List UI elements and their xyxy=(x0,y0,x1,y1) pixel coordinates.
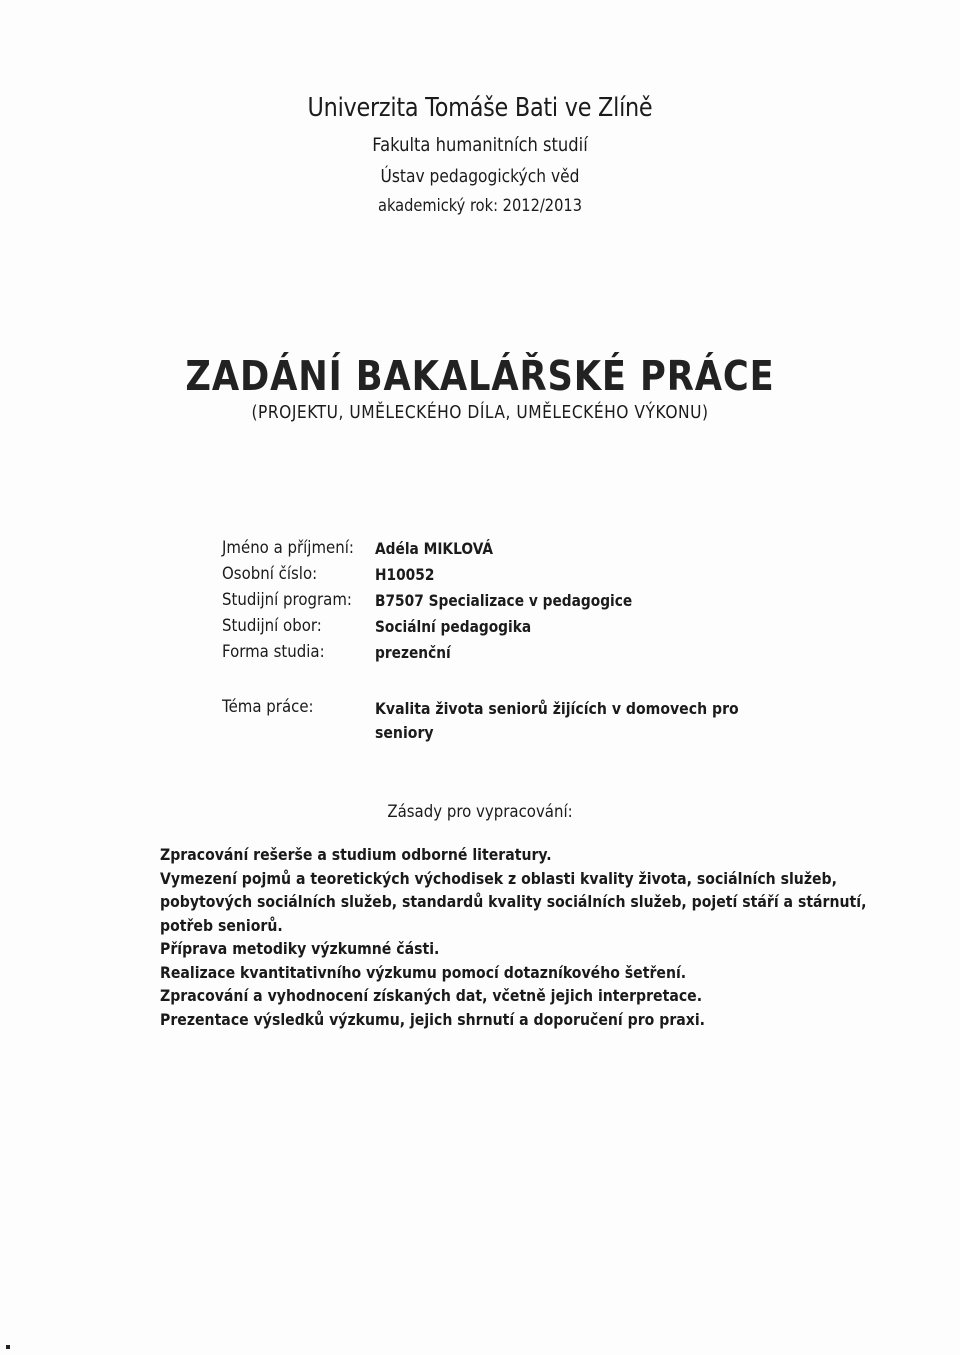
info-row-study-program xyxy=(222,587,674,613)
info-value: B7507 Specializace v pedagogice xyxy=(375,590,633,610)
info-row-study-field xyxy=(222,613,674,639)
document-title: ZADÁNÍ BAKALÁŘSKÉ PRÁCE xyxy=(185,352,775,400)
info-value: Adéla MIKLOVÁ xyxy=(375,538,494,558)
topic-label: Téma práce: xyxy=(222,697,314,717)
principle-item: Zpracování a vyhodnocení získaných dat, včetně jejich interpretace. xyxy=(160,986,703,1005)
university-name: Univerzita Tomáše Bati ve Zlíně xyxy=(307,93,653,123)
document-subtitle: (PROJEKTU, UMĚLECKÉHO DÍLA, UMĚLECKÉHO VÝKONU) xyxy=(251,402,709,423)
scan-speck xyxy=(6,1345,10,1349)
info-value: prezenční xyxy=(375,642,451,662)
info-label: Studijní obor: xyxy=(222,616,322,636)
faculty-name: Fakulta humanitních studií xyxy=(372,134,588,156)
topic-row xyxy=(222,697,795,745)
principle-item: Vymezení pojmů a teoretických východisek z oblasti kvality života, sociálních služeb, pobytových sociálních služeb, standardů kvality sociálních služeb, pojetí stáří a stárnutí, potřeb seniorů. xyxy=(160,868,867,935)
info-row-personal-number xyxy=(222,561,674,587)
academic-year: akademický rok: 2012/2013 xyxy=(377,196,583,216)
info-row-study-form xyxy=(222,639,674,665)
info-value: H10052 xyxy=(375,564,435,584)
principle-item: Zpracování rešerše a studium odborné literatury. xyxy=(160,845,552,864)
principle-item: Prezentace výsledků výzkumu, jejich shrnutí a doporučení pro praxi. xyxy=(160,1009,706,1029)
topic-value: Kvalita života seniorů žijících v domovech pro seniory xyxy=(375,699,739,742)
title-block xyxy=(0,352,960,426)
info-label: Forma studia: xyxy=(222,642,325,662)
document-header xyxy=(0,88,960,220)
principles-heading: Zásady pro vypracování: xyxy=(387,802,573,822)
institute-name: Ústav pedagogických věd xyxy=(380,166,580,187)
info-label: Studijní program: xyxy=(222,590,352,610)
info-label: Jméno a příjmení: xyxy=(222,538,354,558)
info-label: Osobní číslo: xyxy=(222,564,318,584)
principle-item: Realizace kvantitativního výzkumu pomocí dotazníkového šetření. xyxy=(160,962,687,982)
principle-item: Příprava metodiky výzkumné části. xyxy=(160,939,440,958)
student-info xyxy=(222,535,674,665)
principles-list xyxy=(160,843,882,1031)
info-row-name xyxy=(222,535,674,561)
info-value: Sociální pedagogika xyxy=(375,616,532,636)
